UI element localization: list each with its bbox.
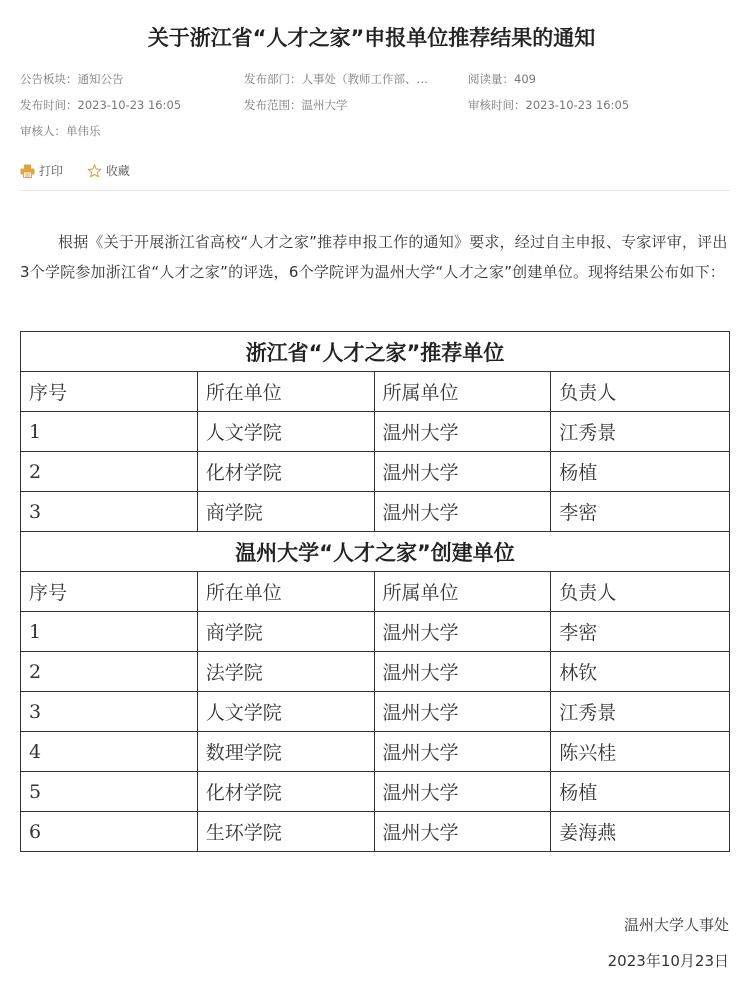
article-actions xyxy=(20,162,150,181)
meta-category xyxy=(20,71,124,87)
meta-department-label: 发布部门： xyxy=(244,72,302,86)
meta-publish-time-label: 发布时间： xyxy=(20,98,78,112)
cell-affiliation: 温州大学 xyxy=(374,652,551,692)
header-index: 序号 xyxy=(21,572,198,612)
section-title: 浙江省“人才之家”推荐单位 xyxy=(21,332,730,372)
cell-affiliation: 温州大学 xyxy=(374,732,551,772)
cell-affiliation: 温州大学 xyxy=(374,772,551,812)
meta-department xyxy=(244,71,428,87)
star-icon xyxy=(87,164,102,178)
table-header-row xyxy=(21,372,730,412)
meta-category-value: 通知公告 xyxy=(77,72,124,86)
header-index: 序号 xyxy=(21,372,198,412)
cell-index: 5 xyxy=(21,772,198,812)
cell-leader: 李密 xyxy=(551,492,730,532)
meta-reviewer-value: 单伟乐 xyxy=(66,124,101,138)
meta-reviewer-label: 审核人： xyxy=(20,124,66,138)
table-row xyxy=(21,612,730,652)
meta-review-time-label: 审核时间： xyxy=(468,98,526,112)
cell-unit: 化材学院 xyxy=(197,452,374,492)
header-leader: 负责人 xyxy=(551,572,730,612)
meta-views-label: 阅读量： xyxy=(468,72,514,86)
cell-index: 3 xyxy=(21,492,198,532)
table-header-row xyxy=(21,572,730,612)
cell-leader: 姜海燕 xyxy=(551,812,730,852)
section-title: 温州大学“人才之家”创建单位 xyxy=(21,532,730,572)
section-title-row xyxy=(21,532,730,572)
meta-reviewer xyxy=(20,123,101,139)
meta-publish-time-value: 2023-10-23 16:05 xyxy=(77,98,182,112)
cell-unit: 法学院 xyxy=(197,652,374,692)
printer-icon xyxy=(20,164,35,178)
favorite-button[interactable] xyxy=(87,162,130,179)
meta-views-value: 409 xyxy=(514,72,536,86)
cell-leader: 陈兴桂 xyxy=(551,732,730,772)
cell-leader: 林钦 xyxy=(551,652,730,692)
header-unit: 所在单位 xyxy=(197,372,374,412)
cell-affiliation: 温州大学 xyxy=(374,412,551,452)
cell-affiliation: 温州大学 xyxy=(374,612,551,652)
meta-department-value: 人事处（教师工作部、… xyxy=(301,72,428,86)
cell-leader: 杨植 xyxy=(551,772,730,812)
header-leader: 负责人 xyxy=(551,372,730,412)
results-table xyxy=(20,331,730,852)
signature-org: 温州大学人事处 xyxy=(623,916,729,934)
section-title-row xyxy=(21,332,730,372)
print-button[interactable] xyxy=(20,162,63,179)
cell-unit: 商学院 xyxy=(197,492,374,532)
favorite-label: 收藏 xyxy=(105,164,130,178)
meta-views xyxy=(468,71,536,87)
cell-leader: 李密 xyxy=(551,612,730,652)
cell-index: 2 xyxy=(21,452,198,492)
meta-category-label: 公告板块： xyxy=(20,72,78,86)
cell-unit: 化材学院 xyxy=(197,772,374,812)
cell-unit: 商学院 xyxy=(197,612,374,652)
header-affiliation: 所属单位 xyxy=(374,372,551,412)
table-row xyxy=(21,692,730,732)
meta-review-time xyxy=(468,97,629,113)
cell-leader: 江秀景 xyxy=(551,692,730,732)
cell-leader: 江秀景 xyxy=(551,412,730,452)
table-row xyxy=(21,412,730,452)
cell-index: 6 xyxy=(21,812,198,852)
cell-affiliation: 温州大学 xyxy=(374,692,551,732)
cell-index: 4 xyxy=(21,732,198,772)
cell-unit: 数理学院 xyxy=(197,732,374,772)
header-affiliation: 所属单位 xyxy=(374,572,551,612)
cell-affiliation: 温州大学 xyxy=(374,492,551,532)
header-unit: 所在单位 xyxy=(197,572,374,612)
cell-unit: 人文学院 xyxy=(197,412,374,452)
meta-scope-value: 温州大学 xyxy=(301,98,348,112)
meta-scope xyxy=(244,97,348,113)
table-row xyxy=(21,492,730,532)
table-row xyxy=(21,652,730,692)
cell-affiliation: 温州大学 xyxy=(374,812,551,852)
cell-index: 3 xyxy=(21,692,198,732)
cell-index: 1 xyxy=(21,412,198,452)
meta-review-time-value: 2023-10-23 16:05 xyxy=(525,98,630,112)
table-row xyxy=(21,732,730,772)
signature-date: 2023年10月23日 xyxy=(607,952,729,970)
cell-unit: 生环学院 xyxy=(197,812,374,852)
header-divider xyxy=(20,190,730,191)
meta-scope-label: 发布范围： xyxy=(244,98,302,112)
cell-unit: 人文学院 xyxy=(197,692,374,732)
page-title: 关于浙江省“人才之家”申报单位推荐结果的通知 xyxy=(147,26,596,50)
cell-index: 2 xyxy=(21,652,198,692)
cell-affiliation: 温州大学 xyxy=(374,452,551,492)
table-row xyxy=(21,452,730,492)
meta-publish-time xyxy=(20,97,181,113)
table-row xyxy=(21,812,730,852)
cell-index: 1 xyxy=(21,612,198,652)
print-label: 打印 xyxy=(39,164,64,178)
table-row xyxy=(21,772,730,812)
cell-leader: 杨植 xyxy=(551,452,730,492)
intro-paragraph: 根据《关于开展浙江省高校“人才之家”推荐申报工作的通知》要求，经过自主申报、专家评审，评出3个学院参加浙江省“人才之家”的评选，6个学院评为温州大学“人才之家”创建单位。现将结果公布如下： xyxy=(20,233,728,281)
